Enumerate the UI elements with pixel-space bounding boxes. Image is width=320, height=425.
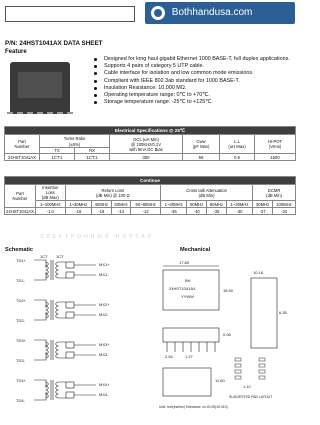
- brand-banner[interactable]: [145, 2, 295, 24]
- mechanical-heading: Mechanical: [180, 247, 211, 253]
- feature-item: Operating temperature range: 0℃ to +70℃.: [92, 92, 296, 99]
- cell-value: -35: [207, 208, 227, 215]
- cell-value: -45: [160, 208, 186, 215]
- col-number: Number: [12, 196, 28, 201]
- cell-value: -37: [253, 208, 273, 215]
- col-loss-unit: (dB Max): [41, 195, 59, 200]
- freq-header: 1~30MHz: [65, 201, 91, 208]
- feature-item: Storage temperature range: -25℃ to +125℃.: [92, 99, 296, 106]
- dim-label: 1.27: [185, 354, 193, 359]
- pin-label: TD1-: [16, 278, 25, 283]
- cell-tx: 1CT:1: [40, 154, 75, 161]
- feature-heading: Feature: [5, 49, 27, 55]
- pin-label: MX2+: [99, 302, 110, 307]
- feature-item: Compliant with IEEE 802.3ab standard for 1000 BASE-T.: [92, 78, 296, 85]
- cell-value: -33: [272, 208, 295, 215]
- col-turns: Turns Ratio: [63, 135, 86, 141]
- feature-list: [92, 56, 296, 106]
- dim-label: 11.60: [215, 378, 225, 383]
- feature-item: Designed for long haul gigabit Ethernet 1000 BASE-T, full duplex applications.: [92, 56, 296, 63]
- pin-label: MX4+: [99, 382, 110, 387]
- pin-label: TD3-: [16, 358, 25, 363]
- pin-label: MX3+: [99, 342, 110, 347]
- freq-header: 1~30MHz: [226, 201, 252, 208]
- col-hipot-unit: (Vrms): [268, 144, 282, 149]
- freq-header: 50MHz: [111, 201, 131, 208]
- col-return-loss-unit: (dB Min) @ 100 Ω: [95, 192, 130, 198]
- ct-label: 1CT: [40, 254, 48, 259]
- col-dcmr-unit: (dB Min): [266, 192, 282, 198]
- freq-header: 40MHz: [91, 201, 111, 208]
- freq-header: 1~100MHz: [36, 201, 66, 208]
- dim-label: 10.16: [253, 270, 264, 275]
- brand-name: Bothhandusa.com: [171, 7, 253, 18]
- mechanical-drawing: [155, 258, 297, 422]
- cell-part: 24HST1041AX: [5, 154, 40, 161]
- cell-ll: 0.5: [220, 154, 255, 161]
- col-part: Part: [16, 191, 24, 196]
- page-header: [0, 0, 300, 26]
- freq-header: 60MHz: [207, 201, 227, 208]
- freq-header: 1~30MHz: [160, 201, 186, 208]
- freq-header: 100MHz: [272, 201, 295, 208]
- freq-header: 30MHz: [253, 201, 273, 208]
- pin-label: TD4+: [16, 378, 26, 383]
- col-crosstalk-unit: (dB Min): [198, 192, 215, 198]
- col-ll-unit: (uH Max): [228, 144, 246, 149]
- col-turns-tol: (±5%): [68, 141, 81, 147]
- col-insertion: Insertion: [42, 185, 59, 190]
- col-hipot: HI-POT: [267, 139, 283, 144]
- cell-rx: 1CT:1: [75, 154, 110, 161]
- cell-value: -30: [226, 208, 252, 215]
- feature-item: Cable interface for isolation and low common mode emissions.: [92, 70, 296, 77]
- pin-label: TD3+: [16, 338, 26, 343]
- col-ocl: OCL (uH Min): [133, 136, 159, 142]
- cell-value: -14: [111, 208, 131, 215]
- dim-label: 1.10: [243, 384, 251, 389]
- feature-item: Supports 4 pairs of category 5 UTP cable.: [92, 63, 296, 70]
- cell-ocl: 350: [110, 154, 183, 161]
- pin-label: TD2-: [16, 318, 25, 323]
- product-photo: [10, 62, 70, 114]
- cell-cww: 56: [183, 154, 220, 161]
- marking-text: BH: [185, 278, 191, 283]
- freq-header: 50MHz: [187, 201, 207, 208]
- header-blank-box: [5, 6, 135, 22]
- pad-layout-label: SUGGESTED PAD LAYOUT: [229, 395, 273, 399]
- marking-text: 24HST1041AX: [169, 286, 196, 291]
- col-dcmr: DCMR: [267, 187, 281, 193]
- pin-label: MX1+: [99, 262, 110, 267]
- col-cww-unit: (pF Max): [192, 144, 210, 149]
- unit-note: Unit: mm(Inches) Tolerance: xx ±0.25(±0.010): [159, 405, 228, 409]
- ct-label: 1CT: [56, 254, 64, 259]
- col-return-loss: Return Loss: [101, 187, 125, 193]
- schematic-diagram: [4, 254, 150, 422]
- dim-label: 17.80: [179, 260, 190, 265]
- schematic-heading: Schematic: [5, 247, 33, 253]
- cell-part: 24HST1041AX: [6, 208, 34, 214]
- brand-logo-icon: [151, 6, 165, 20]
- dim-label: 6.35: [279, 310, 287, 315]
- table-title: Electrical Specifications @ 25℃: [5, 127, 296, 135]
- pin-label: MX1-: [99, 272, 109, 277]
- electrical-spec-table: [4, 126, 296, 161]
- col-tx: TX: [40, 148, 75, 154]
- cell-value: -12: [131, 208, 161, 215]
- cell-value: -18: [65, 208, 91, 215]
- pin-label: MX3-: [99, 352, 109, 357]
- pin-label: MX4-: [99, 392, 109, 397]
- col-number: Number: [14, 144, 30, 149]
- col-loss: Loss: [45, 190, 55, 195]
- freq-header: 60~80MHz: [131, 201, 161, 208]
- col-part: Part: [18, 139, 26, 144]
- col-ocl-cond: @ 100KHz/0.1V: [130, 141, 162, 147]
- cell-value: -16: [91, 208, 111, 215]
- feature-item: Insulation Resistance: 10,000 MΩ.: [92, 85, 296, 92]
- cell-value: -1.0: [36, 208, 66, 215]
- cell-hipot: 1500: [255, 154, 296, 161]
- pin-label: TD1+: [16, 258, 26, 263]
- dim-label: 2.54: [165, 354, 173, 359]
- col-rx: RX: [75, 148, 110, 154]
- pin-label: TD2+: [16, 298, 26, 303]
- pin-label: MX2-: [99, 312, 109, 317]
- watermark: ЭЛЕКТРОННЫЙ ПОРТАЛ: [40, 234, 154, 240]
- col-ll: L.L: [234, 139, 240, 144]
- cell-value: -40: [187, 208, 207, 215]
- dim-label: 0.08: [223, 332, 231, 337]
- col-crosstalk: Cross talk Attenuation: [186, 187, 227, 193]
- marking-text: YYWW: [181, 294, 194, 299]
- col-cww: Cww: [196, 139, 206, 144]
- table-title: Continue: [5, 177, 296, 185]
- part-title: P/N: 24HST1041AX DATA SHEET: [5, 40, 103, 47]
- dim-label: 18.50: [223, 288, 234, 293]
- col-ocl-bias: with 8mA DC Bias: [129, 146, 163, 152]
- continue-spec-table: [4, 176, 296, 215]
- pin-label: TD4-: [16, 398, 25, 403]
